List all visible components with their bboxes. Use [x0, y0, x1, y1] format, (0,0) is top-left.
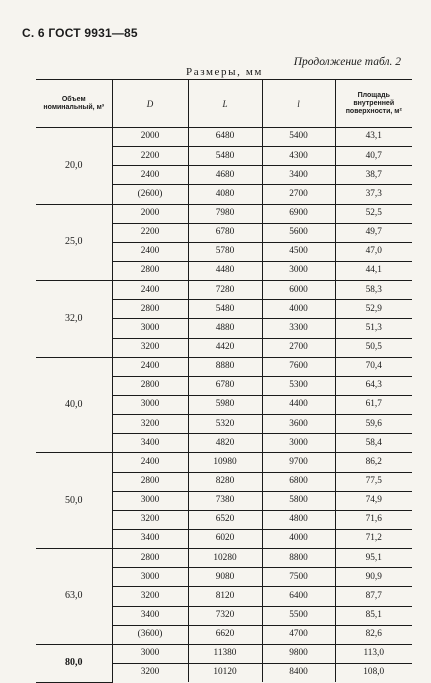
cell-area: 58,4 [335, 434, 412, 453]
cell-diameter: 2800 [112, 472, 188, 491]
cell-area: 59,6 [335, 415, 412, 434]
table-row [36, 644, 412, 663]
cell-cyl-length: 5500 [262, 606, 335, 625]
cell-length: 5780 [188, 242, 262, 261]
cell-length: 4880 [188, 319, 262, 338]
dimensions-caption: Размеры, мм [186, 66, 263, 78]
cell-diameter: 3000 [112, 644, 188, 663]
cell-area: 90,9 [335, 568, 412, 587]
cell-length: 4680 [188, 166, 262, 185]
cell-diameter: 2400 [112, 242, 188, 261]
cell-cyl-length: 4800 [262, 510, 335, 529]
cell-diameter: 3000 [112, 319, 188, 338]
cell-volume: 32,0 [36, 281, 112, 358]
cell-volume: 40,0 [36, 357, 112, 453]
cell-area: 71,2 [335, 529, 412, 548]
cell-area: 52,9 [335, 300, 412, 319]
cell-length: 9080 [188, 568, 262, 587]
cell-length: 10280 [188, 549, 262, 568]
cell-diameter: 3200 [112, 415, 188, 434]
cell-cyl-length: 4700 [262, 625, 335, 644]
cell-area: 50,5 [335, 338, 412, 357]
table-row [36, 549, 412, 568]
cell-cyl-length: 6400 [262, 587, 335, 606]
cell-length: 7320 [188, 606, 262, 625]
cell-length: 6020 [188, 529, 262, 548]
header-length: L [188, 80, 262, 128]
cell-length: 5980 [188, 395, 262, 414]
cell-cyl-length: 3600 [262, 415, 335, 434]
cell-area: 61,7 [335, 395, 412, 414]
cell-area: 51,3 [335, 319, 412, 338]
table-row [36, 281, 412, 300]
cell-diameter: 3000 [112, 395, 188, 414]
cell-cyl-length: 5800 [262, 491, 335, 510]
cell-area: 86,2 [335, 453, 412, 472]
cell-cyl-length: 7500 [262, 568, 335, 587]
cell-length: 7380 [188, 491, 262, 510]
cell-cyl-length: 6000 [262, 281, 335, 300]
cell-volume: 50,0 [36, 453, 112, 549]
cell-area: 38,7 [335, 166, 412, 185]
cell-length: 10120 [188, 663, 262, 682]
cell-cyl-length: 2700 [262, 185, 335, 204]
cell-diameter: 3200 [112, 587, 188, 606]
cell-cyl-length: 8400 [262, 663, 335, 682]
cell-area: 108,0 [335, 663, 412, 682]
cell-area: 40,7 [335, 147, 412, 166]
cell-length: 7980 [188, 204, 262, 223]
cell-length: 10980 [188, 453, 262, 472]
cell-cyl-length: 4000 [262, 300, 335, 319]
cell-diameter: 3400 [112, 434, 188, 453]
table-row [36, 128, 412, 147]
cell-length: 5320 [188, 415, 262, 434]
cell-volume: 63,0 [36, 549, 112, 645]
cell-length: 6620 [188, 625, 262, 644]
cell-cyl-length: 5600 [262, 223, 335, 242]
cell-area: 77,5 [335, 472, 412, 491]
header-volume: Объем номинальный, м³ [36, 80, 112, 128]
cell-diameter: 3200 [112, 510, 188, 529]
table-row [36, 453, 412, 472]
cell-cyl-length: 2700 [262, 338, 335, 357]
cell-diameter: 2400 [112, 453, 188, 472]
table-row [36, 204, 412, 223]
cell-cyl-length: 9800 [262, 644, 335, 663]
cell-area: 70,4 [335, 357, 412, 376]
cell-volume: 80,0 [36, 644, 112, 682]
cell-diameter: 2800 [112, 261, 188, 280]
table-row [36, 357, 412, 376]
cell-length: 6480 [188, 128, 262, 147]
cell-area: 37,3 [335, 185, 412, 204]
cell-cyl-length: 3000 [262, 434, 335, 453]
cell-area: 64,3 [335, 376, 412, 395]
cell-cyl-length: 8800 [262, 549, 335, 568]
cell-diameter: 3400 [112, 529, 188, 548]
cell-area: 85,1 [335, 606, 412, 625]
cell-diameter: 2800 [112, 376, 188, 395]
cell-cyl-length: 5300 [262, 376, 335, 395]
cell-cyl-length: 7600 [262, 357, 335, 376]
header-area: Площадь внутренней поверхности, м² [335, 80, 412, 128]
cell-cyl-length: 5400 [262, 128, 335, 147]
dimensions-table [36, 79, 412, 683]
cell-cyl-length: 4000 [262, 529, 335, 548]
cell-diameter: 2400 [112, 357, 188, 376]
cell-area: 95,1 [335, 549, 412, 568]
cell-diameter: 3400 [112, 606, 188, 625]
cell-diameter: (3600) [112, 625, 188, 644]
cell-length: 4480 [188, 261, 262, 280]
table-continuation-note: Продолжение табл. 2 [293, 56, 401, 68]
cell-length: 5480 [188, 147, 262, 166]
cell-length: 5480 [188, 300, 262, 319]
cell-diameter: (2600) [112, 185, 188, 204]
cell-length: 8280 [188, 472, 262, 491]
cell-area: 58,3 [335, 281, 412, 300]
cell-diameter: 2800 [112, 300, 188, 319]
cell-length: 6780 [188, 223, 262, 242]
cell-area: 82,6 [335, 625, 412, 644]
cell-diameter: 2000 [112, 128, 188, 147]
cell-diameter: 3200 [112, 338, 188, 357]
cell-diameter: 3200 [112, 663, 188, 682]
cell-length: 8880 [188, 357, 262, 376]
cell-diameter: 3000 [112, 491, 188, 510]
cell-length: 7280 [188, 281, 262, 300]
cell-cyl-length: 4300 [262, 147, 335, 166]
cell-area: 113,0 [335, 644, 412, 663]
cell-diameter: 2800 [112, 549, 188, 568]
cell-diameter: 2000 [112, 204, 188, 223]
cell-area: 44,1 [335, 261, 412, 280]
cell-area: 71,6 [335, 510, 412, 529]
cell-length: 4080 [188, 185, 262, 204]
cell-volume: 25,0 [36, 204, 112, 281]
cell-diameter: 2400 [112, 281, 188, 300]
cell-diameter: 2400 [112, 166, 188, 185]
cell-area: 52,5 [335, 204, 412, 223]
cell-cyl-length: 4400 [262, 395, 335, 414]
cell-area: 43,1 [335, 128, 412, 147]
cell-cyl-length: 3300 [262, 319, 335, 338]
page-header: С. 6 ГОСТ 9931—85 [22, 26, 138, 40]
header-diameter: D [112, 80, 188, 128]
cell-cyl-length: 9700 [262, 453, 335, 472]
cell-diameter: 3000 [112, 568, 188, 587]
cell-diameter: 2200 [112, 147, 188, 166]
cell-cyl-length: 3400 [262, 166, 335, 185]
cell-area: 87,7 [335, 587, 412, 606]
cell-cyl-length: 6900 [262, 204, 335, 223]
cell-cyl-length: 3000 [262, 261, 335, 280]
table-body [36, 128, 412, 683]
cell-area: 49,7 [335, 223, 412, 242]
table-header-row [36, 80, 412, 128]
cell-area: 74,9 [335, 491, 412, 510]
cell-length: 4420 [188, 338, 262, 357]
cell-length: 8120 [188, 587, 262, 606]
cell-cyl-length: 6800 [262, 472, 335, 491]
cell-length: 6520 [188, 510, 262, 529]
cell-volume: 20,0 [36, 128, 112, 205]
header-cyl-length: l [262, 80, 335, 128]
cell-length: 11380 [188, 644, 262, 663]
cell-area: 47,0 [335, 242, 412, 261]
cell-length: 4820 [188, 434, 262, 453]
cell-cyl-length: 4500 [262, 242, 335, 261]
cell-diameter: 2200 [112, 223, 188, 242]
cell-length: 6780 [188, 376, 262, 395]
